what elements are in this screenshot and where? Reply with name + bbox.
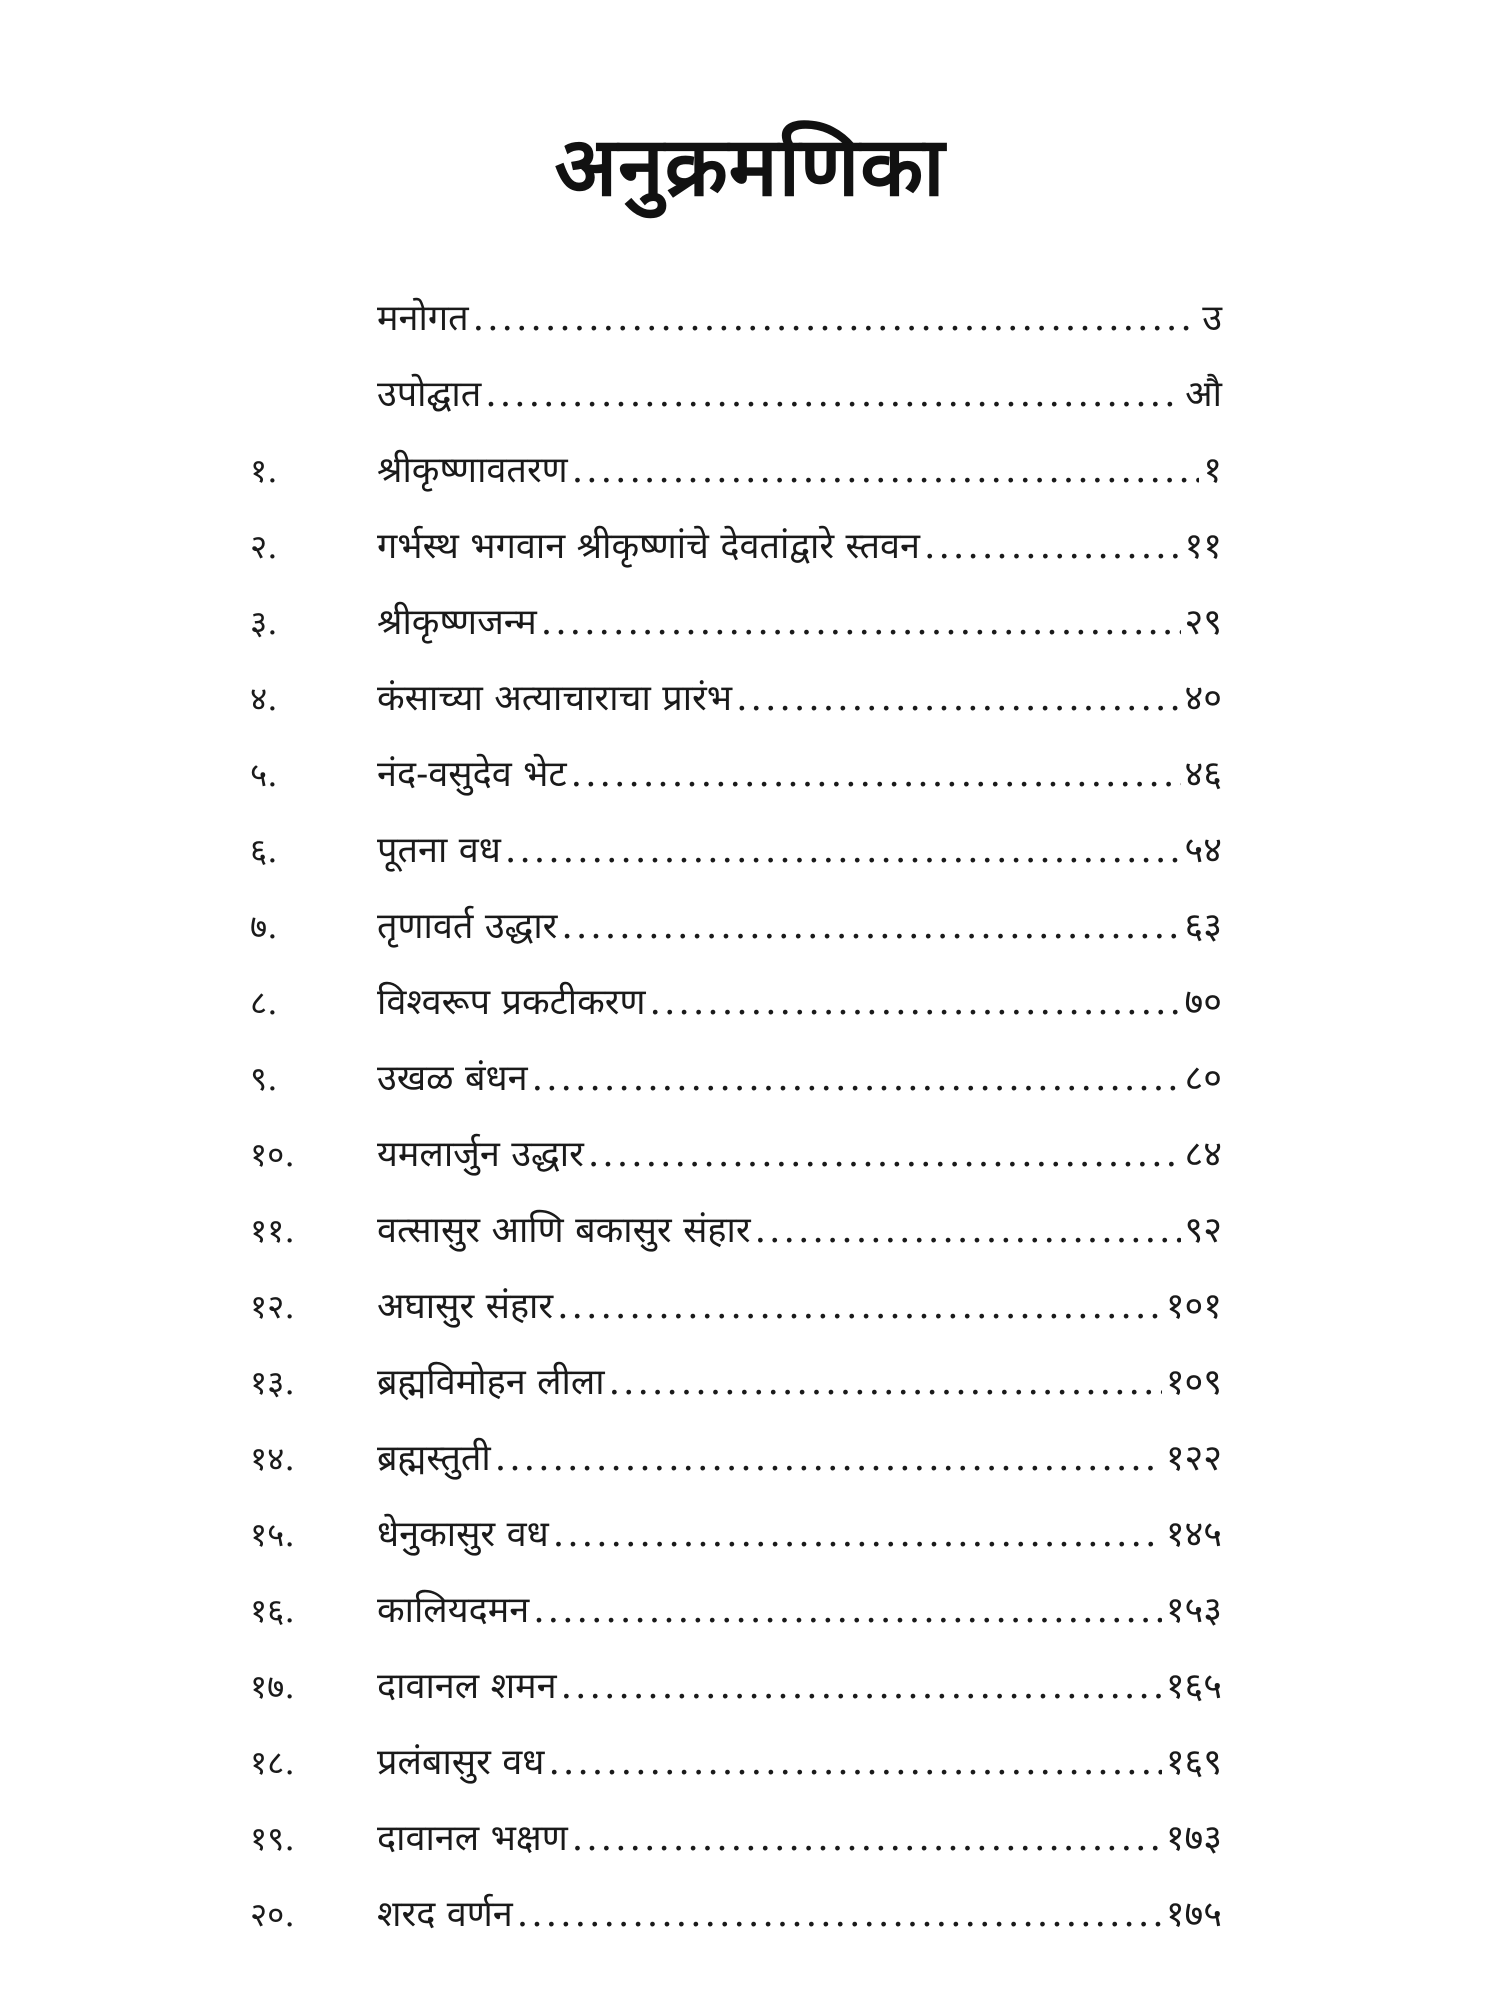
toc-entry-number: ६.: [250, 831, 278, 870]
toc-entry-page-number: ६३: [1184, 906, 1222, 947]
toc-entry-number: १९.: [250, 1819, 295, 1858]
toc-entry-page-number: ७०: [1184, 982, 1222, 1023]
toc-entry-title: धेनुकासुर वध: [377, 1514, 549, 1555]
toc-entry-page-number: ९२: [1184, 1210, 1222, 1251]
dot-leader: [561, 1661, 1162, 1713]
toc-entry-title: अघासुर संहार: [377, 1286, 554, 1327]
toc-entry-title: श्रीकृष्णजन्म: [377, 602, 537, 643]
toc-entry-title: श्रीकृष्णावतरण: [377, 450, 568, 491]
toc-entry-page-number: १६९: [1165, 1742, 1222, 1783]
toc-entry-line: [377, 749, 1222, 801]
toc-entry-page-number: ५४: [1184, 830, 1222, 871]
toc-entry-number: १८.: [250, 1743, 295, 1782]
toc-entry-page-number: २९: [1184, 602, 1222, 643]
toc-entry-number: ३.: [250, 603, 278, 642]
toc-entry-line: [377, 293, 1222, 345]
dot-leader: [505, 825, 1181, 877]
toc-entry-page-number: १२२: [1165, 1438, 1222, 1479]
dot-leader: [650, 977, 1181, 1029]
toc-entry: [0, 967, 1500, 1043]
toc-entry: [0, 1271, 1500, 1347]
toc-entry: [0, 1727, 1500, 1803]
dot-leader: [736, 673, 1180, 725]
dot-leader: [517, 1889, 1162, 1941]
toc-entry-line: [377, 597, 1222, 649]
toc-entry-title: नंद-वसुदेव भेट: [377, 754, 567, 795]
toc-entry: [0, 359, 1500, 435]
toc-entry-page-number: औ: [1185, 374, 1222, 415]
toc-entry-number: १५.: [250, 1515, 295, 1554]
toc-entry-line: [377, 825, 1222, 877]
toc-entry-line: [377, 1889, 1222, 1941]
toc-entry-page-number: १४५: [1165, 1514, 1222, 1555]
toc-entry-line: [377, 1661, 1222, 1713]
toc-entry-line: [377, 1357, 1222, 1409]
toc-entry-title: पूतना वध: [377, 830, 501, 871]
toc-entry-page-number: १७३: [1165, 1818, 1222, 1859]
toc-entry-number: १२.: [250, 1287, 295, 1326]
toc-entry: [0, 739, 1500, 815]
toc-entry: [0, 1119, 1500, 1195]
toc-entry-page-number: ४६: [1184, 754, 1222, 795]
dot-leader: [553, 1509, 1162, 1561]
toc-entry-page-number: १०९: [1165, 1362, 1222, 1403]
dot-leader: [495, 1433, 1162, 1485]
toc-entry-number: ४.: [250, 679, 278, 718]
toc-entry-line: [377, 1129, 1222, 1181]
toc-entry-line: [377, 1737, 1222, 1789]
toc-entry-line: [377, 977, 1222, 1029]
toc-entry-title: वत्सासुर आणि बकासुर संहार: [377, 1210, 751, 1251]
toc-entry-number: ५.: [250, 755, 278, 794]
toc-entry-line: [377, 1433, 1222, 1485]
toc-entry: [0, 283, 1500, 359]
toc-entry-page-number: १७५: [1165, 1894, 1222, 1935]
dot-leader: [755, 1205, 1181, 1257]
toc-entry-title: उपोद्घात: [377, 374, 482, 415]
toc-entry-title: दावानल भक्षण: [377, 1818, 568, 1859]
dot-leader: [473, 293, 1199, 345]
toc-entry-title: मनोगत: [377, 298, 469, 339]
toc-entry-page-number: ८०: [1184, 1058, 1222, 1099]
toc-entry-page-number: १६५: [1165, 1666, 1222, 1707]
dot-leader: [561, 901, 1180, 953]
toc-entry: [0, 891, 1500, 967]
toc-entry: [0, 587, 1500, 663]
toc-entry-number: १३.: [250, 1363, 295, 1402]
toc-entry: [0, 435, 1500, 511]
toc-entry-line: [377, 1205, 1222, 1257]
toc-entry: [0, 1423, 1500, 1499]
dot-leader: [557, 1281, 1162, 1333]
toc-entry-page-number: ८४: [1184, 1134, 1222, 1175]
toc-entry-line: [377, 1509, 1222, 1561]
toc-entry-line: [377, 1281, 1222, 1333]
toc-entry-page-number: उ: [1202, 298, 1222, 339]
dot-leader: [532, 1053, 1181, 1105]
dot-leader: [572, 445, 1200, 497]
toc-entry-number: २०.: [250, 1895, 295, 1934]
toc-entry: [0, 1499, 1500, 1575]
dot-leader: [533, 1585, 1162, 1637]
toc-entry-title: विश्वरूप प्रकटीकरण: [377, 982, 646, 1023]
toc-entry: [0, 1575, 1500, 1651]
toc-entry-page-number: १५३: [1165, 1590, 1222, 1631]
dot-leader: [924, 521, 1181, 573]
toc-entry-page-number: ४०: [1184, 678, 1222, 719]
toc-entry-number: १४.: [250, 1439, 295, 1478]
toc-entry-title: कालियदमन: [377, 1590, 530, 1631]
toc-entry-page-number: १०१: [1165, 1286, 1222, 1327]
toc-entry-title: यमलार्जुन उद्धार: [377, 1134, 584, 1175]
toc-entry-number: ९.: [250, 1059, 278, 1098]
toc-entry-title: गर्भस्थ भगवान श्रीकृष्णांचे देवतांद्वारे स्तवन: [377, 526, 921, 567]
toc-entry-line: [377, 521, 1222, 573]
dot-leader: [548, 1737, 1161, 1789]
toc-entry-number: १०.: [250, 1135, 295, 1174]
dot-leader: [571, 749, 1181, 801]
toc-entry-number: ८.: [250, 983, 278, 1022]
toc-entry-line: [377, 1813, 1222, 1865]
toc-entry-number: ७.: [250, 907, 278, 946]
dot-leader: [485, 369, 1181, 421]
toc-entry: [0, 815, 1500, 891]
toc-entry-title: कंसाच्या अत्याचाराचा प्रारंभ: [377, 678, 733, 719]
page-title: अनुक्रमणिका: [554, 119, 946, 215]
toc-entry-number: ११.: [250, 1211, 295, 1250]
dot-leader: [541, 597, 1181, 649]
toc-entry-title: तृणावर्त उद्धार: [377, 906, 558, 947]
toc-entry-line: [377, 369, 1222, 421]
toc-entry: [0, 1347, 1500, 1423]
toc-entry-number: १७.: [250, 1667, 295, 1706]
toc-entry: [0, 1803, 1500, 1879]
toc-entry-number: १.: [250, 451, 278, 490]
toc-entry-title: शरद वर्णन: [377, 1894, 513, 1935]
toc-entry: [0, 1043, 1500, 1119]
toc-entry-page-number: १: [1203, 450, 1222, 491]
toc-entry-line: [377, 673, 1222, 725]
toc-entry: [0, 1879, 1500, 1955]
toc-entry-page-number: ११: [1184, 526, 1222, 567]
toc-entry-number: १६.: [250, 1591, 295, 1630]
dot-leader: [588, 1129, 1181, 1181]
toc-entry: [0, 511, 1500, 587]
toc-entry-line: [377, 445, 1222, 497]
toc-entry: [0, 663, 1500, 739]
toc-entry-title: ब्रह्मविमोहन लीला: [377, 1362, 605, 1403]
toc-entry-line: [377, 1585, 1222, 1637]
toc-entry-title: प्रलंबासुर वध: [377, 1742, 545, 1783]
table-of-contents: [0, 283, 1500, 1955]
toc-entry: [0, 1195, 1500, 1271]
toc-entry-line: [377, 1053, 1222, 1105]
toc-entry-title: दावानल शमन: [377, 1666, 557, 1707]
toc-entry-line: [377, 901, 1222, 953]
toc-entry-title: उखळ बंधन: [377, 1058, 528, 1099]
dot-leader: [609, 1357, 1162, 1409]
toc-entry: [0, 1651, 1500, 1727]
dot-leader: [572, 1813, 1162, 1865]
toc-entry-number: २.: [250, 527, 278, 566]
toc-entry-title: ब्रह्मस्तुती: [377, 1438, 491, 1479]
